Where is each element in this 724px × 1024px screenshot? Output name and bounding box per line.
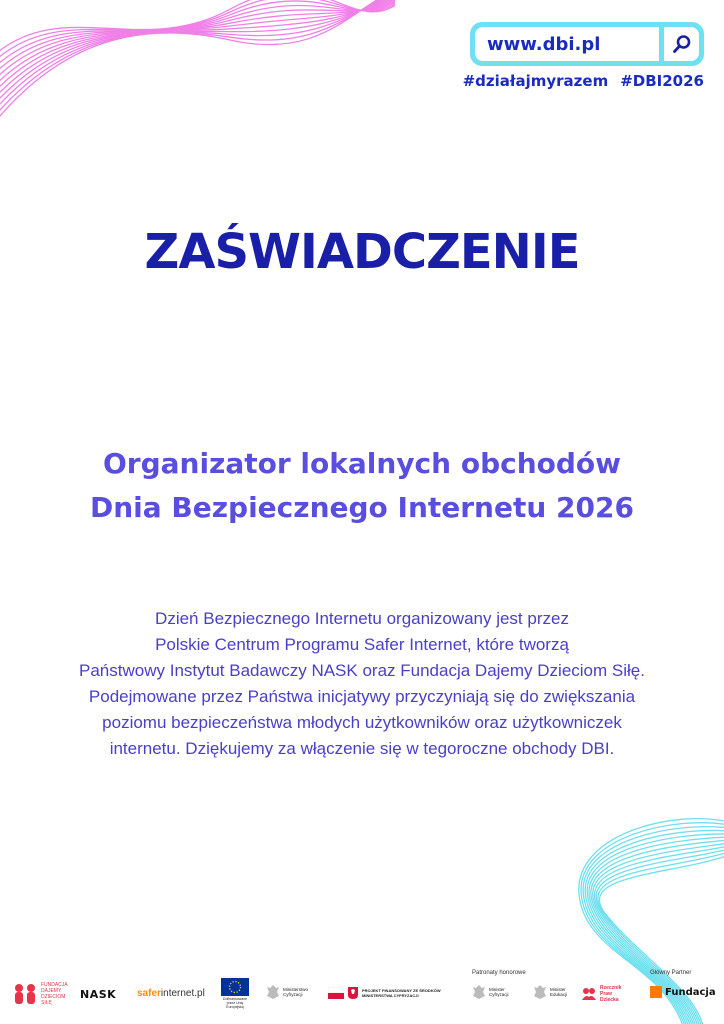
- minister-digital-logo: [472, 984, 511, 1000]
- saferinternet-logo: [137, 988, 205, 999]
- subtitle-line: Dnia Bezpiecznego Internetu 2026: [90, 491, 634, 524]
- ombudsman-logo: [581, 985, 630, 1003]
- pink-wave-decoration: [0, 0, 400, 140]
- orange-foundation-label: Fundacja: [665, 986, 716, 998]
- certificate-body: [0, 606, 724, 762]
- fdds-logo: [12, 982, 69, 1006]
- pink-wave-line: [0, 0, 395, 122]
- eu-label: Dofinansowane przez Unię Europejską: [222, 997, 248, 1009]
- children-figures-icon: [12, 983, 38, 1005]
- body-line: Polskie Centrum Programu Safer Internet, które tworzą: [155, 635, 569, 654]
- poland-emblem-icon: [347, 986, 359, 1000]
- subtitle-line: Organizator lokalnych obchodów: [102, 447, 622, 480]
- partner-caption: Główny Partner: [650, 970, 692, 976]
- pink-wave-line: [0, 0, 395, 90]
- ministry-digital-logo: [266, 984, 309, 1000]
- search-input[interactable]: www.dbi.pl: [475, 27, 659, 61]
- eagle-emblem-icon: [472, 984, 486, 1000]
- ombudsman-label: Rzecznik Praw Dziecka: [600, 985, 622, 1003]
- certificate-subtitle: [0, 442, 724, 530]
- hashtag-dzialajmy: #działajmyrazem: [462, 72, 609, 90]
- eu-flag-icon: [221, 978, 249, 996]
- body-line: Dzień Bezpiecznego Internetu organizowany jest przez: [155, 609, 569, 628]
- certificate-title: ZAŚWIADCZENIE: [144, 224, 580, 280]
- minister-education-label: Minister Edukacji: [550, 987, 568, 997]
- poland-flag-icon: [328, 987, 344, 999]
- saferinternet-label-a: safer: [137, 988, 161, 999]
- children-rights-icon: [581, 987, 597, 1001]
- pink-wave-line: [0, 0, 395, 97]
- eu-logo: [220, 978, 250, 1009]
- search-icon: [672, 34, 692, 54]
- patronage-caption: Patronaty honorowe: [472, 970, 526, 976]
- eagle-emblem-icon: [266, 984, 280, 1000]
- orange-square-icon: [650, 986, 662, 998]
- sponsor-footer: [0, 960, 724, 1024]
- hashtag-dbi: #DBI2026: [620, 72, 704, 90]
- hashtags: [463, 72, 704, 90]
- body-line: Państwowy Instytut Badawczy NASK oraz Fundacja Dajemy Dzieciom Siłę.: [79, 661, 645, 680]
- fdds-label: FUNDACJA DAJEMY DZIECIOM SIŁĘ: [41, 982, 68, 1006]
- saferinternet-label-b: internet.pl: [160, 988, 205, 999]
- body-line: internetu. Dziękujemy za włączenie się w tegoroczne obchody DBI.: [109, 739, 615, 758]
- eagle-emblem-icon: [533, 984, 547, 1000]
- nask-logo: [80, 988, 116, 1001]
- search-bar[interactable]: [470, 22, 704, 66]
- pink-wave-line: [0, 0, 395, 109]
- ministry-digital-label: Ministerstwo Cyfryzacji: [283, 987, 309, 997]
- body-line: Podejmowane przez Państwa inicjatywy przyczyniają się do zwiększania: [88, 687, 636, 706]
- search-button[interactable]: [659, 27, 699, 61]
- minister-education-logo: [533, 984, 572, 1000]
- orange-foundation-logo: [650, 986, 716, 998]
- project-funding-logo: [328, 986, 442, 1000]
- nask-label: NASK: [80, 988, 117, 1001]
- body-line: poziomu bezpieczeństwa młodych użytkowników oraz użytkowniczek: [102, 713, 622, 732]
- project-funding-label: PROJEKT FINANSOWANY ZE ŚRODKÓW MINISTERSTWA CYFRYZACJI: [362, 988, 441, 998]
- minister-digital-label: Minister Cyfryzacji: [489, 987, 509, 997]
